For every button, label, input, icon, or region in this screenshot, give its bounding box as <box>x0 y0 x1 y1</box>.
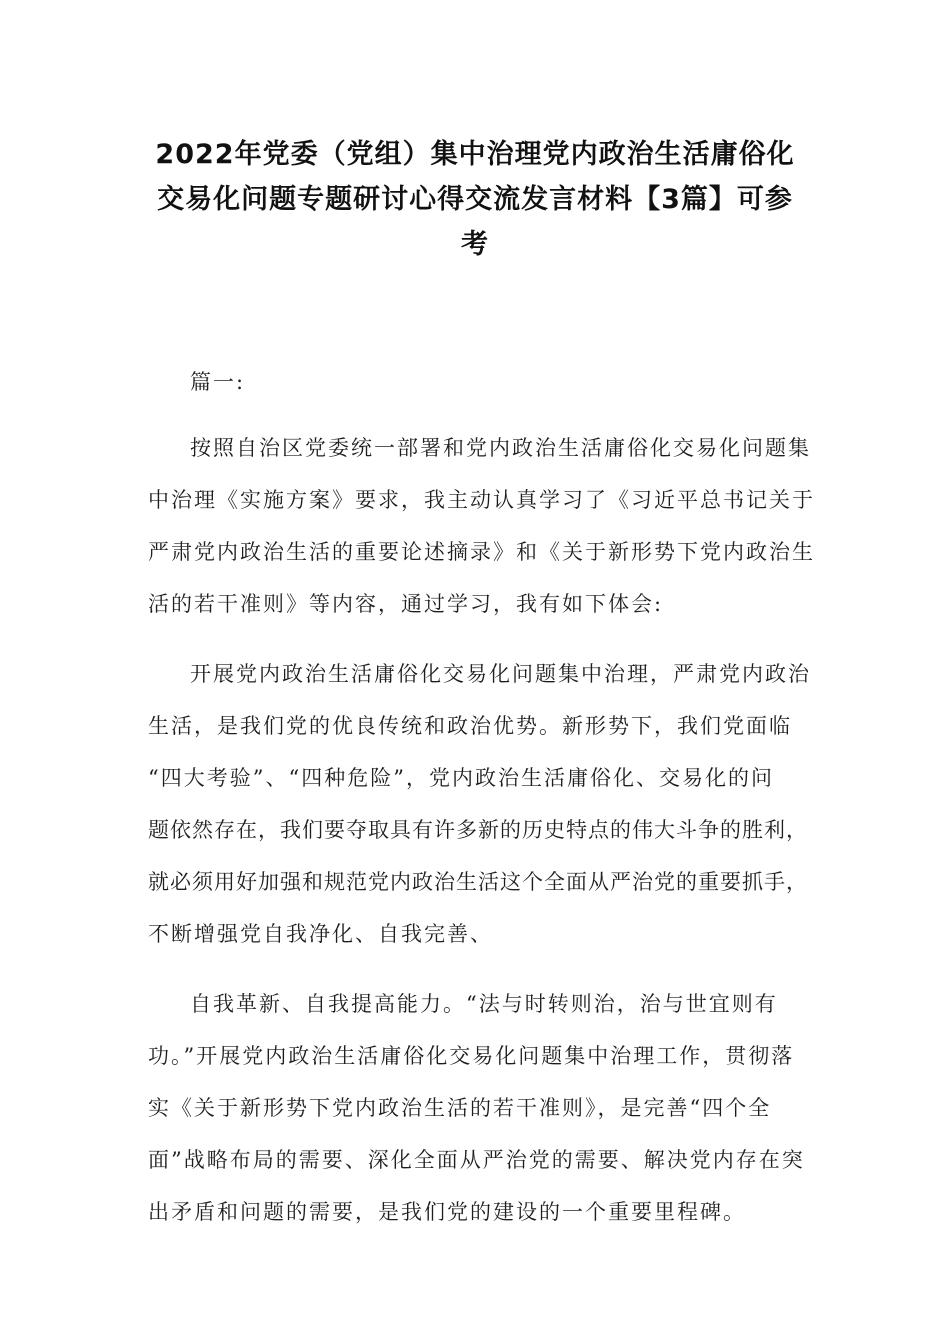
paragraph-line: 出矛盾和问题的需要，是我们党的建设的一个重要里程碑。 <box>148 1200 746 1224</box>
paragraph-line: 实《关于新形势下党内政治生活的若干准则》，是完善“四个全 <box>148 1096 772 1120</box>
paragraph-spacer <box>148 630 808 648</box>
title-line: 2022年党委（党组）集中治理党内政治生活庸俗化 <box>155 139 795 170</box>
paragraph-line: 按照自治区党委统一部署和党内政治生活庸俗化交易化问题集 <box>190 436 811 460</box>
paragraph-2 <box>148 648 811 960</box>
paragraph-line: 活的若干准则》等内容，通过学习，我有如下体会: <box>148 592 664 616</box>
paragraph-line: 自我革新、自我提高能力。“法与时转则治，治与世宜则有 <box>190 992 778 1016</box>
section-label: 篇一: <box>190 370 246 394</box>
title-line: 考 <box>461 229 489 260</box>
paragraph-line: 面”战略布局的需要、深化全面从严治党的需要、解决党内存在突 <box>148 1148 805 1172</box>
paragraph-line: 题依然存在，我们要夺取具有许多新的历史特点的伟大斗争的胜利， <box>148 818 808 842</box>
paragraph-line: 严肃党内政治生活的重要论述摘录》和《关于新形势下党内政治生 <box>148 540 815 564</box>
paragraph-line: 功。”开展党内政治生活庸俗化交易化问题集中治理工作，贯彻落 <box>148 1044 795 1068</box>
title-line: 交易化问题专题研讨心得交流发言材料【3篇】可参 <box>157 184 793 215</box>
paragraph-line: “四大考验”、“四种危险”，党内政治生活庸俗化、交易化的问 <box>148 766 774 790</box>
document-body <box>148 356 815 1238</box>
paragraph-1 <box>148 422 815 630</box>
paragraph-line: 就必须用好加强和规范党内政治生活这个全面从严治党的重要抓手， <box>148 870 808 894</box>
paragraph-line: 生活，是我们党的优良传统和政治优势。新形势下，我们党面临 <box>148 714 792 738</box>
paragraph-line: 中治理《实施方案》要求，我主动认真学习了《习近平总书记关于 <box>148 488 815 512</box>
paragraph-line: 开展党内政治生活庸俗化交易化问题集中治理，严肃党内政治 <box>190 662 811 686</box>
paragraph-spacer <box>148 960 808 978</box>
paragraph-line: 不断增强党自我净化、自我完善、 <box>148 922 493 946</box>
paragraph-3 <box>148 978 808 1238</box>
document-title <box>100 132 850 267</box>
